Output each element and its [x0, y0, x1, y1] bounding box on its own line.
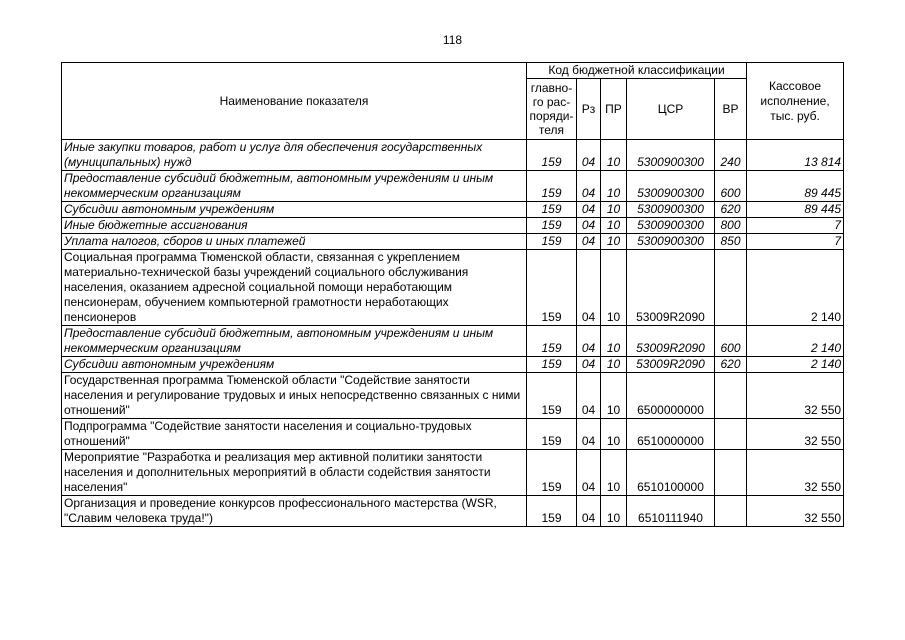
header-row-1 [62, 63, 844, 79]
table-row [62, 234, 844, 250]
cell-csr: 6510100000 [627, 450, 715, 496]
cell-name: Уплата налогов, сборов и иных платежей [62, 234, 527, 250]
cell-rz: 04 [577, 419, 601, 450]
cell-pr: 10 [601, 326, 627, 357]
cell-rz: 04 [577, 202, 601, 218]
cell-grbs: 159 [527, 218, 577, 234]
cell-grbs: 159 [527, 140, 577, 171]
cell-pr: 10 [601, 202, 627, 218]
header-amount: Кассовое исполнение, тыс. руб. [747, 63, 844, 140]
cell-amount: 7 [747, 234, 844, 250]
cell-pr: 10 [601, 171, 627, 202]
cell-amount: 32 550 [747, 373, 844, 419]
cell-vr: 620 [715, 357, 747, 373]
cell-pr: 10 [601, 140, 627, 171]
cell-rz: 04 [577, 496, 601, 527]
cell-name: Социальная программа Тюменской области, связанная с укреплением материально-технической базы учреждений социального обслуживания населения, оказанием адресной социальной помощи неработающим пенсионерам, обучением компьютерной грамотности неработающих пенсионеров [62, 250, 527, 326]
cell-vr: 800 [715, 218, 747, 234]
cell-pr: 10 [601, 373, 627, 419]
cell-grbs: 159 [527, 202, 577, 218]
table-row [62, 373, 844, 419]
cell-amount: 89 445 [747, 202, 844, 218]
cell-csr: 5300900300 [627, 140, 715, 171]
cell-amount: 2 140 [747, 357, 844, 373]
cell-csr: 5300900300 [627, 202, 715, 218]
header-vr: ВР [715, 79, 747, 140]
cell-grbs: 159 [527, 419, 577, 450]
cell-amount: 32 550 [747, 450, 844, 496]
header-code-group: Код бюджетной классификации [527, 63, 747, 79]
header-rz: Рз [577, 79, 601, 140]
cell-pr: 10 [601, 250, 627, 326]
cell-amount: 2 140 [747, 326, 844, 357]
table-row [62, 140, 844, 171]
cell-name: Государственная программа Тюменской области "Содействие занятости населения и регулирование трудовых и иных непосредственно связанных с ними отношений" [62, 373, 527, 419]
cell-grbs: 159 [527, 357, 577, 373]
cell-rz: 04 [577, 450, 601, 496]
cell-vr [715, 419, 747, 450]
cell-name: Предоставление субсидий бюджетным, автономным учреждениям и иным некоммерческим организациям [62, 326, 527, 357]
cell-rz: 04 [577, 250, 601, 326]
cell-vr: 600 [715, 326, 747, 357]
cell-vr [715, 450, 747, 496]
cell-rz: 04 [577, 171, 601, 202]
cell-csr: 5300900300 [627, 218, 715, 234]
cell-pr: 10 [601, 218, 627, 234]
header-pr: ПР [601, 79, 627, 140]
cell-pr: 10 [601, 357, 627, 373]
cell-name: Субсидии автономным учреждениям [62, 202, 527, 218]
cell-csr: 5300900300 [627, 234, 715, 250]
cell-grbs: 159 [527, 234, 577, 250]
header-csr: ЦСР [627, 79, 715, 140]
cell-amount: 89 445 [747, 171, 844, 202]
cell-csr: 5300900300 [627, 171, 715, 202]
cell-rz: 04 [577, 140, 601, 171]
table-row [62, 357, 844, 373]
table-row [62, 419, 844, 450]
cell-grbs: 159 [527, 496, 577, 527]
cell-vr: 240 [715, 140, 747, 171]
table-row [62, 450, 844, 496]
cell-vr: 850 [715, 234, 747, 250]
cell-name: Иные бюджетные ассигнования [62, 218, 527, 234]
cell-vr: 600 [715, 171, 747, 202]
cell-name: Организация и проведение конкурсов профессионального мастерства (WSR, "Славим человека труда!") [62, 496, 527, 527]
cell-name: Субсидии автономным учреждениям [62, 357, 527, 373]
cell-pr: 10 [601, 419, 627, 450]
cell-rz: 04 [577, 357, 601, 373]
cell-grbs: 159 [527, 373, 577, 419]
cell-vr [715, 250, 747, 326]
table-row [62, 496, 844, 527]
cell-csr: 53009R2090 [627, 326, 715, 357]
cell-name: Предоставление субсидий бюджетным, автономным учреждениям и иным некоммерческим организациям [62, 171, 527, 202]
cell-amount: 13 814 [747, 140, 844, 171]
cell-amount: 7 [747, 218, 844, 234]
cell-name: Подпрограмма "Содействие занятости населения и социально-трудовых отношений" [62, 419, 527, 450]
cell-rz: 04 [577, 234, 601, 250]
cell-grbs: 159 [527, 326, 577, 357]
table-row [62, 250, 844, 326]
header-name: Наименование показателя [62, 63, 527, 140]
cell-pr: 10 [601, 234, 627, 250]
budget-table [61, 62, 844, 527]
cell-csr: 6500000000 [627, 373, 715, 419]
cell-grbs: 159 [527, 450, 577, 496]
cell-csr: 6510000000 [627, 419, 715, 450]
cell-amount: 32 550 [747, 496, 844, 527]
cell-rz: 04 [577, 326, 601, 357]
cell-vr [715, 496, 747, 527]
cell-rz: 04 [577, 218, 601, 234]
cell-vr: 620 [715, 202, 747, 218]
cell-pr: 10 [601, 450, 627, 496]
table-row [62, 202, 844, 218]
table-row [62, 171, 844, 202]
cell-name: Иные закупки товаров, работ и услуг для обеспечения государственных (муниципальных) нужд [62, 140, 527, 171]
cell-amount: 2 140 [747, 250, 844, 326]
cell-vr [715, 373, 747, 419]
cell-csr: 53009R2090 [627, 250, 715, 326]
table-row [62, 218, 844, 234]
cell-amount: 32 550 [747, 419, 844, 450]
cell-grbs: 159 [527, 171, 577, 202]
cell-pr: 10 [601, 496, 627, 527]
table-row [62, 326, 844, 357]
cell-csr: 53009R2090 [627, 357, 715, 373]
header-main-manager: главно-го рас-поряди-теля [527, 79, 577, 140]
cell-grbs: 159 [527, 250, 577, 326]
cell-rz: 04 [577, 373, 601, 419]
page-number: 118 [442, 33, 463, 47]
table-body [62, 140, 844, 527]
cell-name: Мероприятие "Разработка и реализация мер активной политики занятости населения и дополнительных мероприятий в области содействия занятости населения" [62, 450, 527, 496]
cell-csr: 6510111940 [627, 496, 715, 527]
